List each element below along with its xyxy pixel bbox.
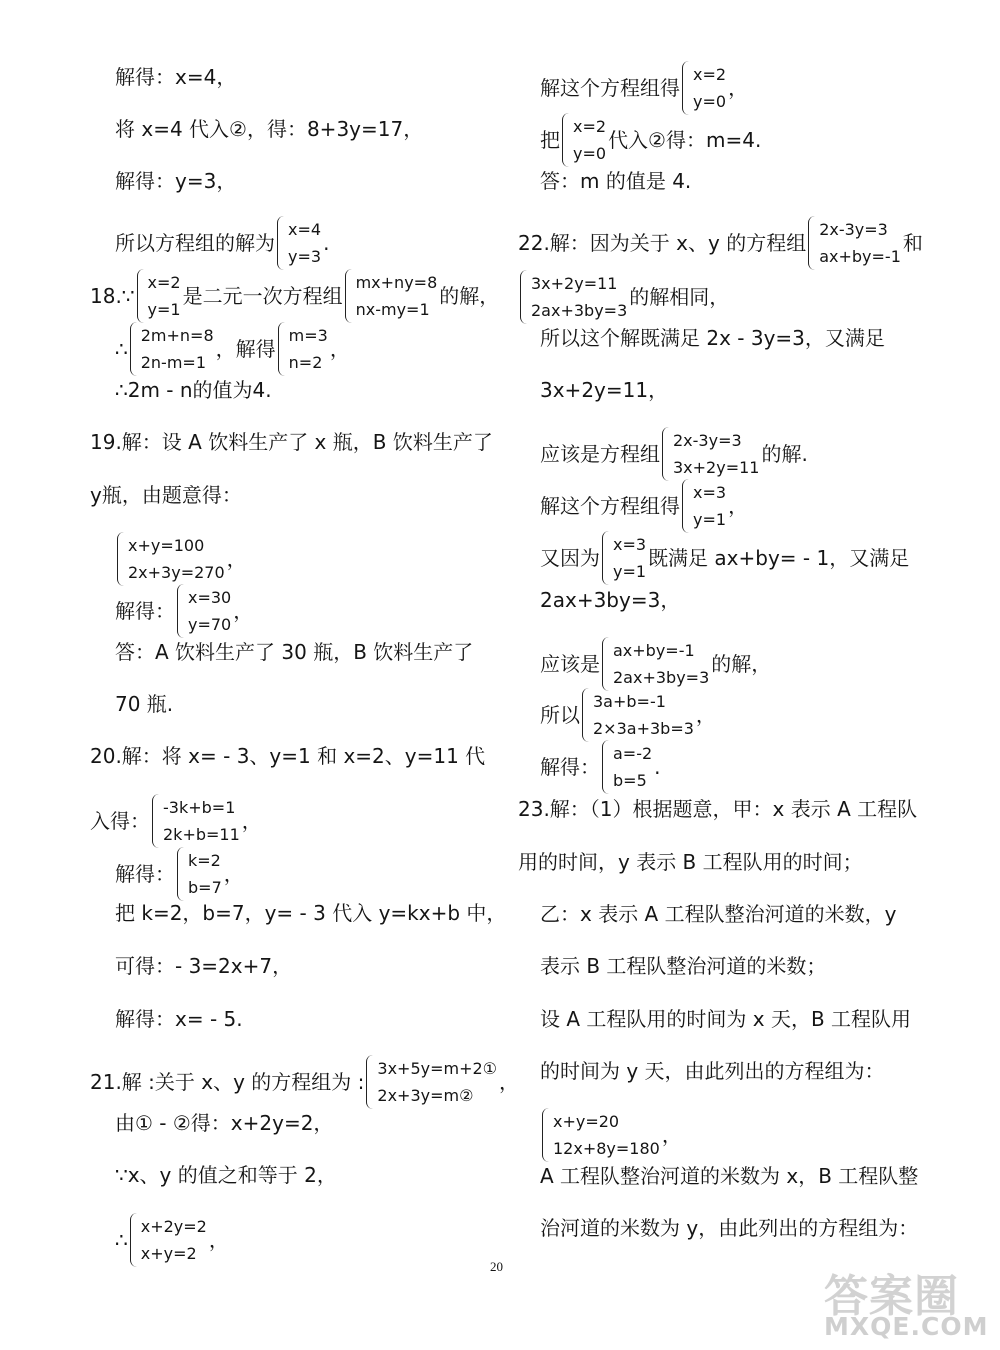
- text-line: [540, 61, 748, 115]
- text-run: A 工程队整治河道的米数为 x，B 工程队整: [540, 1164, 919, 1188]
- text-run: 解得：x= - 5.: [115, 1007, 243, 1031]
- equation-system: [582, 688, 694, 742]
- brace-icon: [582, 688, 590, 742]
- text-run: y瓶，由题意得：: [90, 483, 242, 507]
- brace-icon: [520, 270, 528, 324]
- equation: 2ax+3by=3: [531, 301, 628, 320]
- brace-icon: [366, 1055, 374, 1109]
- equation: k=2: [188, 851, 221, 870]
- text-line: [540, 901, 896, 927]
- text-run: 答：A 饮料生产了 30 瓶，B 饮料生产了: [115, 640, 474, 664]
- text-run: 19.解：设 A 饮料生产了 x 瓶，B 饮料生产了: [90, 430, 493, 454]
- equation: x=2: [693, 65, 727, 84]
- equation: nx-my=1: [355, 300, 430, 319]
- text-run: 的解.: [761, 442, 808, 466]
- text-run: 是二元一次方程组: [182, 284, 343, 308]
- equation-system: [520, 270, 627, 324]
- equation: x+y=2: [140, 1244, 197, 1263]
- text-line: [115, 847, 244, 901]
- brace-icon: [137, 269, 145, 323]
- text-run: ，: [241, 809, 262, 833]
- equation-system: [130, 1213, 207, 1267]
- text-run: .: [654, 755, 661, 779]
- text-run: 应该是: [540, 652, 600, 676]
- text-run: 的时间为 y 天，由此列出的方程组为：: [540, 1059, 885, 1083]
- text-run: 的解，: [711, 652, 772, 676]
- text-run: 所以这个解既满足 2x - 3y=3，又满足: [540, 326, 885, 350]
- text-line: [540, 479, 748, 533]
- text-run: 解得：: [115, 599, 175, 623]
- brace-icon: [177, 847, 185, 901]
- equation: a=-2: [613, 744, 653, 763]
- watermark: [824, 1260, 992, 1344]
- text-line: [90, 1055, 519, 1109]
- equation: y=1: [693, 510, 727, 529]
- text-run: 的解相同，: [629, 285, 730, 309]
- text-line: [115, 322, 350, 376]
- brace-icon: [602, 740, 610, 794]
- text-line: [540, 427, 808, 481]
- text-line: [115, 584, 253, 638]
- text-line: [540, 1215, 918, 1241]
- text-run: 2ax+3by=3，: [540, 588, 681, 612]
- brace-icon: [562, 113, 570, 167]
- equation: 2x+3y=m②: [377, 1086, 474, 1105]
- text-run: 所以: [540, 703, 580, 727]
- text-line: [115, 953, 292, 979]
- text-line: [115, 64, 236, 90]
- text-run: ，: [329, 337, 350, 361]
- brace-icon: [177, 584, 185, 638]
- text-run: 表示 B 工程队整治河道的米数；: [540, 954, 827, 978]
- text-run: 70 瓶.: [115, 692, 174, 716]
- brace-icon: [602, 637, 610, 691]
- text-run: 答：m 的值是 4.: [540, 169, 692, 193]
- equation: 12x+8y=180: [553, 1139, 660, 1158]
- text-run: ，: [728, 76, 749, 100]
- text-run: 解得：x=4，: [115, 65, 237, 89]
- equation: x=3: [613, 535, 647, 554]
- text-line: [115, 168, 236, 194]
- brace-icon: [682, 479, 690, 533]
- equation-system: [602, 740, 652, 794]
- brace-icon: [117, 532, 125, 586]
- brace-icon: [345, 269, 353, 323]
- equation: 2m+n=8: [140, 326, 214, 345]
- text-line: [115, 532, 247, 586]
- text-run: 把 k=2，b=7，y= - 3 代入 y=kx+b 中，: [115, 901, 507, 925]
- text-line: [115, 116, 423, 142]
- equation: 2k+b=11: [163, 825, 240, 844]
- equation: x=2: [573, 117, 607, 136]
- text-line: [90, 743, 485, 769]
- text-run: ，: [208, 1228, 229, 1252]
- brace-icon: [542, 1108, 550, 1162]
- equation: y=3: [288, 247, 322, 266]
- equation-system: [345, 269, 438, 323]
- page-number: 20: [490, 1259, 503, 1274]
- equation: ax+by=-1: [819, 247, 901, 266]
- text-run: 和: [902, 231, 923, 255]
- text-run: 治河道的米数为 y，由此列出的方程组为：: [540, 1216, 919, 1240]
- text-line: [518, 216, 923, 270]
- equation: y=70: [188, 615, 232, 634]
- equation: x+y=20: [553, 1112, 620, 1131]
- brace-icon: [278, 322, 286, 376]
- equation-system: [682, 61, 726, 115]
- text-line: [115, 1006, 243, 1032]
- text-run: 代入②得：m=4.: [608, 128, 762, 152]
- text-run: 21.解 :关于 x、y 的方程组为 :: [90, 1070, 365, 1094]
- equation-system: [602, 637, 709, 691]
- equation: y=1: [613, 562, 647, 581]
- text-run: 解这个方程组得: [540, 494, 680, 518]
- text-line: [518, 796, 917, 822]
- brace-icon: [682, 61, 690, 115]
- text-run: .: [323, 231, 330, 255]
- equation: y=1: [147, 300, 181, 319]
- equation-system: [137, 269, 181, 323]
- text-line: [540, 587, 680, 613]
- brace-icon: [662, 427, 670, 481]
- text-run: 设 A 工程队用的时间为 x 天，B 工程队用: [540, 1007, 912, 1031]
- text-run: 既满足 ax+by= - 1，又满足: [648, 546, 910, 570]
- text-run: 解得：y=3，: [115, 169, 237, 193]
- text-line: [90, 482, 242, 508]
- equation: 2n-m=1: [140, 353, 206, 372]
- brace-icon: [808, 216, 816, 270]
- text-line: [115, 1213, 229, 1267]
- equation: mx+ny=8: [355, 273, 438, 292]
- text-run: 乙：x 表示 A 工程队整治河道的米数，y: [540, 902, 897, 926]
- text-line: [115, 1110, 333, 1136]
- equation: 2ax+3by=3: [613, 668, 710, 687]
- text-run: 20.解：将 x= - 3、y=1 和 x=2、y=11 代: [90, 744, 486, 768]
- equation: 3x+2y=11: [531, 274, 618, 293]
- equation: n=2: [288, 353, 323, 372]
- text-run: ∴: [115, 1228, 128, 1252]
- equation: m=3: [288, 326, 328, 345]
- text-line: [90, 269, 499, 323]
- text-run: 又因为: [540, 546, 600, 570]
- text-run: 解得：: [540, 755, 600, 779]
- equation: x=4: [288, 220, 322, 239]
- text-run: 所以方程组的解为: [115, 231, 275, 255]
- equation: ax+by=-1: [613, 641, 695, 660]
- equation: x=30: [188, 588, 232, 607]
- text-line: [540, 377, 668, 403]
- text-run: 入得：: [90, 809, 150, 833]
- text-line: [540, 168, 691, 194]
- text-run: 应该是方程组: [540, 442, 660, 466]
- text-run: 23.解：（1）根据题意，甲：x 表示 A 工程队: [518, 797, 918, 821]
- text-run: ，: [499, 1070, 520, 1094]
- text-run: ，: [661, 1123, 682, 1147]
- text-line: [115, 377, 272, 403]
- text-line: [115, 1162, 337, 1188]
- text-run: ，: [233, 599, 254, 623]
- text-line: [90, 794, 262, 848]
- equation-system: [682, 479, 726, 533]
- text-run: 18.∵: [90, 284, 135, 308]
- text-line: [540, 688, 716, 742]
- equation: 2×3a+3b=3: [593, 719, 694, 738]
- brace-icon: [130, 322, 138, 376]
- equation: x=3: [693, 483, 727, 502]
- text-run: 把: [540, 128, 560, 152]
- text-run: ，解得: [215, 337, 276, 361]
- text-line: [540, 1108, 682, 1162]
- equation-system: [152, 794, 240, 848]
- text-run: 可得：- 3=2x+7，: [115, 954, 293, 978]
- text-run: ，: [695, 703, 716, 727]
- equation-system: [808, 216, 901, 270]
- brace-icon: [277, 216, 285, 270]
- text-run: 用的时间，y 表示 B 工程队用的时间；: [518, 850, 863, 874]
- equation-system: [562, 113, 606, 167]
- text-run: ∵x、y 的值之和等于 2，: [115, 1163, 337, 1187]
- brace-icon: [602, 531, 610, 585]
- text-run: 将 x=4 代入②，得：8+3y=17，: [115, 117, 424, 141]
- text-line: [115, 216, 329, 270]
- watermark-url: MXQE.COM: [824, 1312, 989, 1341]
- text-run: 解得：: [115, 862, 175, 886]
- equation: y=0: [573, 144, 607, 163]
- text-run: 由① - ②得：x+2y=2，: [115, 1111, 334, 1135]
- text-line: [518, 270, 729, 324]
- text-run: ∴2m - n的值为4.: [115, 378, 272, 402]
- equation-system: [177, 847, 222, 901]
- watermark-logo: 答案圈: [824, 1271, 959, 1322]
- equation-system: [117, 532, 225, 586]
- brace-icon: [152, 794, 160, 848]
- text-line: [540, 740, 661, 794]
- equation: 3x+5y=m+2①: [377, 1059, 498, 1078]
- equation-system: [130, 322, 214, 376]
- text-line: [540, 1163, 918, 1189]
- text-run: ∴: [115, 337, 128, 361]
- text-run: 解这个方程组得: [540, 76, 680, 100]
- text-line: [540, 1058, 885, 1084]
- text-line: [540, 113, 761, 167]
- equation: b=7: [188, 878, 222, 897]
- text-line: [540, 953, 826, 979]
- equation-system: [662, 427, 759, 481]
- equation-system: [177, 584, 231, 638]
- text-run: 的解，: [439, 284, 500, 308]
- text-line: [540, 531, 909, 585]
- equation: 3a+b=-1: [593, 692, 666, 711]
- text-line: [540, 1006, 911, 1032]
- equation-system: [277, 216, 321, 270]
- equation: -3k+b=1: [163, 798, 236, 817]
- equation-system: [278, 322, 328, 376]
- brace-icon: [130, 1213, 138, 1267]
- equation: y=0: [693, 92, 727, 111]
- equation: b=5: [613, 771, 647, 790]
- text-line: [115, 639, 473, 665]
- equation-system: [542, 1108, 660, 1162]
- equation: 2x+3y=270: [128, 563, 225, 582]
- text-line: [90, 429, 493, 455]
- equation-system: [366, 1055, 497, 1109]
- equation: 3x+2y=11: [673, 458, 760, 477]
- equation: 2x-3y=3: [673, 431, 742, 450]
- equation: x+y=100: [128, 536, 205, 555]
- equation-system: [602, 531, 646, 585]
- text-run: 3x+2y=11，: [540, 378, 669, 402]
- text-line: [518, 849, 863, 875]
- text-run: ，: [226, 547, 247, 571]
- equation: 2x-3y=3: [819, 220, 888, 239]
- equation: x=2: [147, 273, 181, 292]
- text-line: [540, 325, 885, 351]
- text-run: ，: [728, 494, 749, 518]
- text-line: [540, 637, 771, 691]
- text-run: 22.解：因为关于 x、y 的方程组: [518, 231, 807, 255]
- equation: x+2y=2: [140, 1217, 207, 1236]
- text-line: [115, 900, 506, 926]
- text-line: [115, 691, 173, 717]
- text-run: ，: [223, 862, 244, 886]
